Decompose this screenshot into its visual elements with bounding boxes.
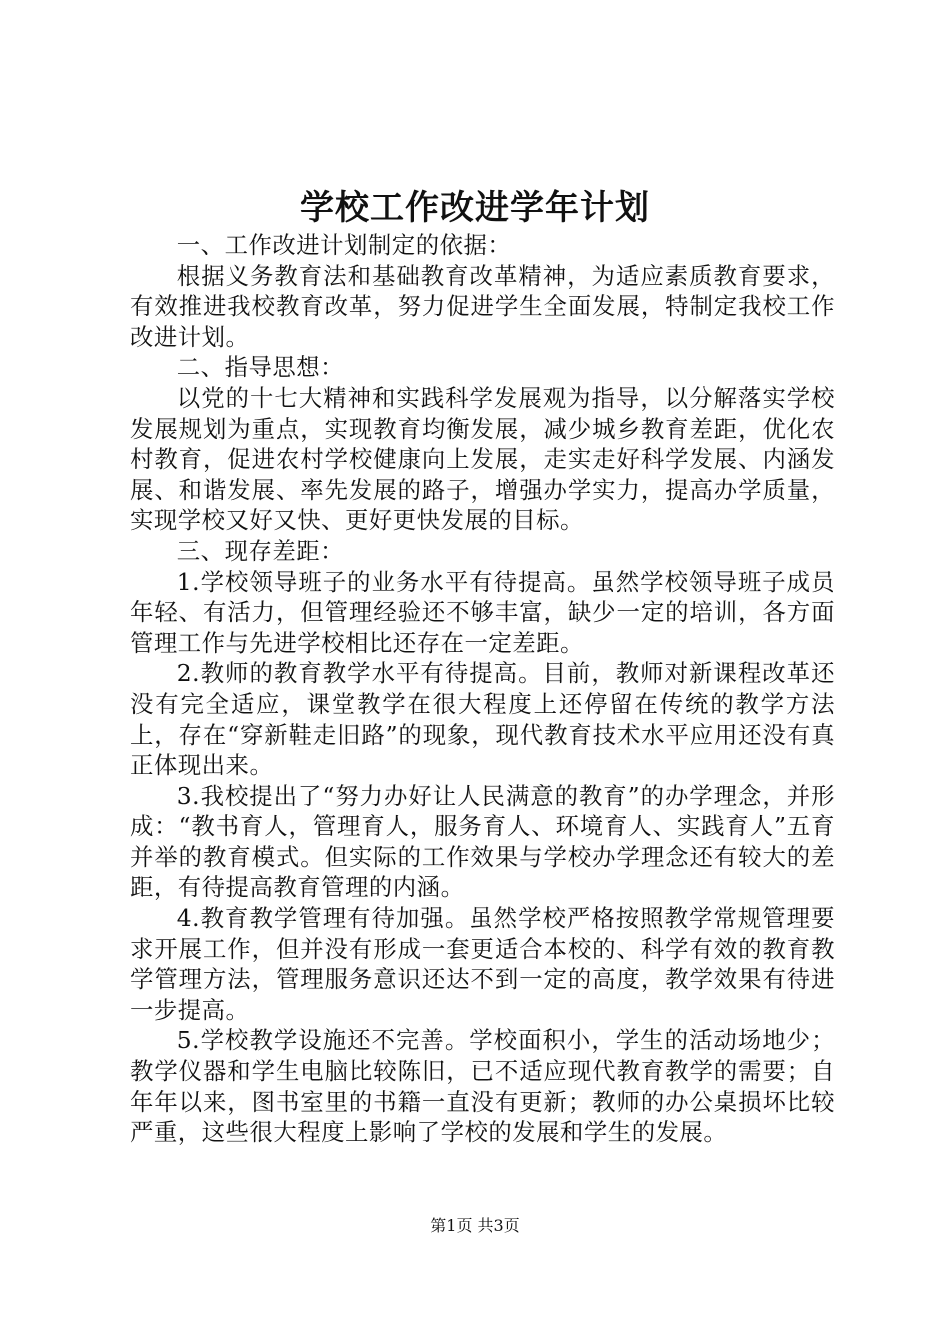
section-heading-guiding-ideology: 二、指导思想： (176, 353, 345, 382)
paragraph-gap-5: 5.学校教学设施还不完善。学校面积小，学生的活动场地少；教学仪器和学生电脑比较陈旧，已不适应现代教育教学的需要；自年年以来，图书室里的书籍一直没有更新；教师的办公桌损坏比较严重，这些很大程度上影响了学校的发展和学生的发展。 (130, 1026, 835, 1147)
document-body (130, 230, 835, 1148)
paragraph-guiding-ideology: 以党的十七大精神和实践科学发展观为指导，以分解落实学校发展规划为重点，实现教育均衡发展，减少城乡教育差距，优化农村教育，促进农村学校健康向上发展，走实走好科学发展、内涵发展、和谐发展、率先发展的路子，增强办学实力，提高办学质量，实现学校又好又快、更好更快发展的目标。 (130, 383, 835, 535)
paragraph-gap-4: 4.教育教学管理有待加强。虽然学校严格按照教学常规管理要求开展工作，但并没有形成一套更适合本校的、科学有效的教育教学管理方法，管理服务意识还达不到一定的高度，教学效果有待进一步提高。 (130, 904, 835, 1024)
paragraph-gap-2: 2.教师的教育教学水平有待提高。目前，教师对新课程改革还没有完全适应，课堂教学在很大程度上还停留在传统的教学方法上，存在“穿新鞋走旧路”的现象，现代教育技术水平应用还没有真正体现出来。 (130, 659, 835, 780)
paragraph-gap-3: 3.我校提出了“努力办好让人民满意的教育”的办学理念，并形成：“教书育人，管理育人，服务育人、环境育人、实践育人”五育并举的教育模式。但实际的工作效果与学校办学理念还有较大的差距，有待提高教育管理的内涵。 (130, 781, 835, 902)
page-number-footer: 第1页 共3页 (430, 1216, 520, 1235)
section-heading-basis: 一、工作改进计划制定的依据： (176, 231, 512, 259)
section-heading-existing-gaps: 三、现存差距： (176, 536, 345, 565)
document-title: 学校工作改进学年计划 (300, 188, 650, 228)
paragraph-basis: 根据义务教育法和基础教育改革精神，为适应素质教育要求，有效推进我校教育改革，努力促进学生全面发展，特制定我校工作改进计划。 (130, 261, 835, 351)
paragraph-gap-1: 1.学校领导班子的业务水平有待提高。虽然学校领导班子成员年轻、有活力，但管理经验还不够丰富，缺少一定的培训，各方面管理工作与先进学校相比还存在一定差距。 (130, 567, 835, 657)
